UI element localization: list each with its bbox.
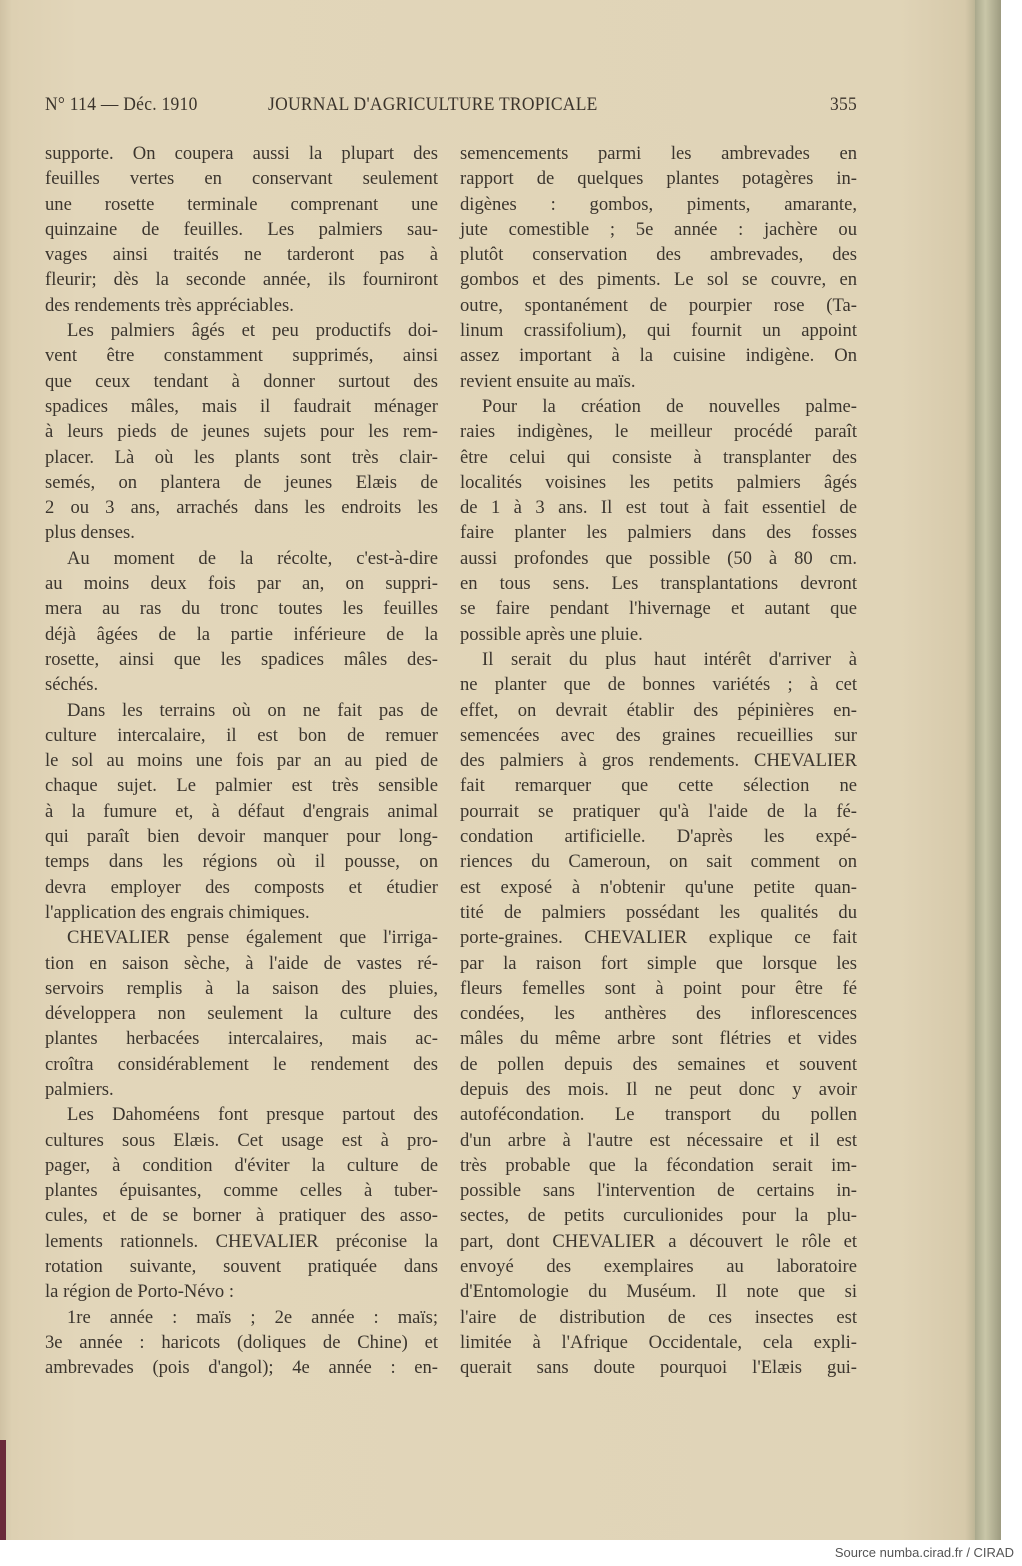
text-line: linum crassifolium), qui fournit un appoint	[460, 320, 857, 342]
paragraph	[460, 141, 857, 394]
text-line: pager, à condition d'éviter la culture de	[45, 1154, 438, 1176]
text-line: part, dont CHEVALIER a découvert le rôle et	[460, 1230, 857, 1252]
text-line: jute comestible ; 5e année : jachère ou	[460, 218, 857, 240]
paragraph	[45, 141, 438, 318]
text-line: est exposé à n'obtenir qu'une petite quan-	[460, 876, 857, 898]
text-line: chaque sujet. Le palmier est très sensible	[45, 775, 438, 797]
text-line: palmiers.	[45, 1078, 114, 1100]
text-line: culture intercalaire, il est bon de remuer	[45, 724, 438, 746]
text-line: qui paraît bien devoir manquer pour long-	[45, 826, 438, 848]
text-line: quinzaine de feuilles. Les palmiers sau-	[45, 218, 438, 240]
text-line: à leurs pieds de jeunes sujets pour les rem-	[45, 421, 438, 443]
text-line: séchés.	[45, 674, 99, 696]
text-line: l'application des engrais chimiques.	[45, 901, 310, 923]
text-line: fleurir; dès la seconde année, ils fourniront	[45, 269, 438, 291]
text-line: 1re année : maïs ; 2e année : maïs;	[67, 1306, 438, 1328]
text-line: Pour la création de nouvelles palme-	[482, 395, 857, 417]
text-line: rotation suivante, souvent pratiquée dans	[45, 1256, 438, 1278]
text-line: faire planter les palmiers dans des fosses	[460, 522, 857, 544]
text-line: outre, spontanément de pourpier rose (Ta-	[460, 294, 857, 316]
text-line: pourrait se pratiquer qu'à l'aide de la fé-	[460, 800, 857, 822]
left-column	[45, 141, 438, 1381]
text-line: croîtra considérablement le rendement des	[45, 1053, 438, 1075]
text-line: sectes, de petits curculionides pour la plu-	[460, 1205, 857, 1227]
issue-label: N° 114 — Déc. 1910	[45, 94, 198, 115]
page-number: 355	[830, 94, 858, 115]
page-edge-mark	[0, 1440, 6, 1540]
text-line: déjà âgées de la partie inférieure de la	[45, 623, 438, 645]
text-line: semencées avec des graines recueillies sur	[460, 724, 857, 746]
text-line: cules, et de se borner à pratiquer des asso-	[45, 1205, 438, 1227]
text-line: Dans les terrains où on ne fait pas de	[67, 699, 438, 721]
text-line: Les palmiers âgés et peu productifs doi-	[67, 320, 438, 342]
text-line: servoirs remplis à la saison des pluies,	[45, 977, 438, 999]
text-line: l'aire de distribution de ces insectes est	[460, 1306, 857, 1328]
text-line: rapport de quelques plantes potagères in-	[460, 168, 857, 190]
text-line: revient ensuite au maïs.	[460, 370, 636, 392]
text-line: le sol au moins une fois par an au pied de	[45, 750, 438, 772]
text-line: 3e année : haricots (doliques de Chine) et	[45, 1331, 438, 1353]
text-line: digènes : gombos, piments, amarante,	[460, 193, 857, 215]
text-line: vent être constamment supprimés, ainsi	[45, 345, 438, 367]
text-line: devra employer des composts et étudier	[45, 876, 438, 898]
text-line: développera non seulement la culture des	[45, 1003, 438, 1025]
text-line: feuilles vertes en conservant seulement	[45, 168, 438, 190]
text-line: être celui qui consiste à transplanter des	[460, 446, 857, 468]
text-line: querait sans doute pourquoi l'Elæis gui-	[460, 1357, 857, 1379]
text-line: localités voisines les petits palmiers âgés	[460, 471, 857, 493]
text-line: envoyé des exemplaires au laboratoire	[460, 1256, 857, 1278]
text-line: fleurs femelles sont à point pour être fé	[460, 977, 857, 999]
paragraph	[45, 698, 438, 926]
text-line: aussi profondes que possible (50 à 80 cm.	[460, 547, 857, 569]
journal-title: JOURNAL D'AGRICULTURE TROPICALE	[268, 94, 598, 115]
paragraph	[45, 318, 438, 546]
text-line: se faire pendant l'hivernage et autant que	[460, 598, 857, 620]
text-line: fait remarquer que cette sélection ne	[460, 775, 857, 797]
paragraph	[45, 1305, 438, 1381]
text-line: Au moment de la récolte, c'est-à-dire	[67, 547, 438, 569]
text-line: 2 ou 3 ans, arrachés dans les endroits les	[45, 497, 438, 519]
text-line: par la raison fort simple que lorsque les	[460, 952, 857, 974]
text-line: Les Dahoméens font presque partout des	[67, 1104, 438, 1126]
right-column	[460, 141, 857, 1381]
text-line: mâles du même arbre sont flétries et vides	[460, 1028, 857, 1050]
text-line: Il serait du plus haut intérêt d'arriver à	[482, 648, 857, 670]
text-line: spadices mâles, mais il faudrait ménager	[45, 395, 438, 417]
text-line: au moins deux fois par an, on suppri-	[45, 573, 438, 595]
text-line: cultures sous Elæis. Cet usage est à pro-	[45, 1129, 438, 1151]
text-line: tion en saison sèche, à l'aide de vastes ré-	[45, 952, 438, 974]
text-line: possible sans l'intervention de certains in-	[460, 1180, 857, 1202]
text-line: de 1 à 3 ans. Il est tout à fait essentiel de	[460, 497, 857, 519]
text-line: CHEVALIER pense également que l'irriga-	[67, 927, 438, 949]
paragraph	[45, 546, 438, 698]
text-line: ne planter que de bonnes variétés ; à cet	[460, 674, 857, 696]
text-line: de pollen depuis des semaines et souvent	[460, 1053, 857, 1075]
text-line: ambrevades (pois d'angol); 4e année : en-	[45, 1357, 438, 1379]
paragraph	[45, 1102, 438, 1304]
text-line: autofécondation. Le transport du pollen	[460, 1104, 857, 1126]
text-line: depuis des mois. Il ne peut donc y avoir	[460, 1078, 857, 1100]
text-line: vages ainsi traités ne tarderont pas à	[45, 244, 438, 266]
text-line: limitée à l'Afrique Occidentale, cela expli-	[460, 1331, 857, 1353]
text-line: riences du Cameroun, on sait comment on	[460, 851, 857, 873]
text-line: porte-graines. CHEVALIER explique ce fait	[460, 927, 857, 949]
text-line: effet, on devrait établir des pépinières en-	[460, 699, 857, 721]
text-line: à la fumure et, à défaut d'engrais animal	[45, 800, 438, 822]
text-line: lements rationnels. CHEVALIER préconise la	[45, 1230, 438, 1252]
text-line: en tous sens. Les transplantations devront	[460, 573, 857, 595]
text-line: que ceux tendant à donner surtout des	[45, 370, 438, 392]
text-line: temps dans les régions où il pousse, on	[45, 851, 438, 873]
text-line: tité de palmiers possédant les qualités du	[460, 901, 857, 923]
paragraph	[45, 925, 438, 1102]
text-line: des rendements très appréciables.	[45, 294, 294, 316]
text-line: très probable que la fécondation serait im-	[460, 1154, 857, 1176]
text-line: placer. Là où les plants sont très clair-	[45, 446, 438, 468]
book-binding	[975, 0, 1001, 1540]
paragraph	[460, 394, 857, 647]
text-line: possible après une pluie.	[460, 623, 643, 645]
text-line: plantes herbacées intercalaires, mais ac-	[45, 1028, 438, 1050]
text-line: plus denses.	[45, 522, 135, 544]
text-line: assez important à la cuisine indigène. On	[460, 345, 857, 367]
text-line: plantes épuisantes, comme celles à tuber-	[45, 1180, 438, 1202]
text-line: raies indigènes, le meilleur procédé paraît	[460, 421, 857, 443]
source-credit: Source numba.cirad.fr / CIRAD	[834, 1545, 1014, 1560]
text-line: mera au ras du tronc toutes les feuilles	[45, 598, 438, 620]
text-line: la région de Porto-Névo :	[45, 1281, 234, 1303]
text-line: d'un arbre à l'autre est nécessaire et il est	[460, 1129, 857, 1151]
text-line: semés, on plantera de jeunes Elæis de	[45, 471, 438, 493]
text-line: supporte. On coupera aussi la plupart des	[45, 143, 438, 164]
text-line: plutôt conservation des ambrevades, des	[460, 244, 857, 266]
text-line: d'Entomologie du Muséum. Il note que si	[460, 1281, 857, 1303]
text-line: des palmiers à gros rendements. CHEVALIER	[460, 750, 857, 772]
paragraph	[460, 647, 857, 1381]
text-line: gombos et des piments. Le sol se couvre, en	[460, 269, 857, 291]
text-line: condation artificielle. D'après les expé-	[460, 826, 857, 848]
text-line: condées, les anthères des inflorescences	[460, 1003, 857, 1025]
text-line: rosette, ainsi que les spadices mâles des-	[45, 648, 438, 670]
text-line: une rosette terminale comprenant une	[45, 193, 438, 215]
text-line: semencements parmi les ambrevades en	[460, 143, 857, 164]
